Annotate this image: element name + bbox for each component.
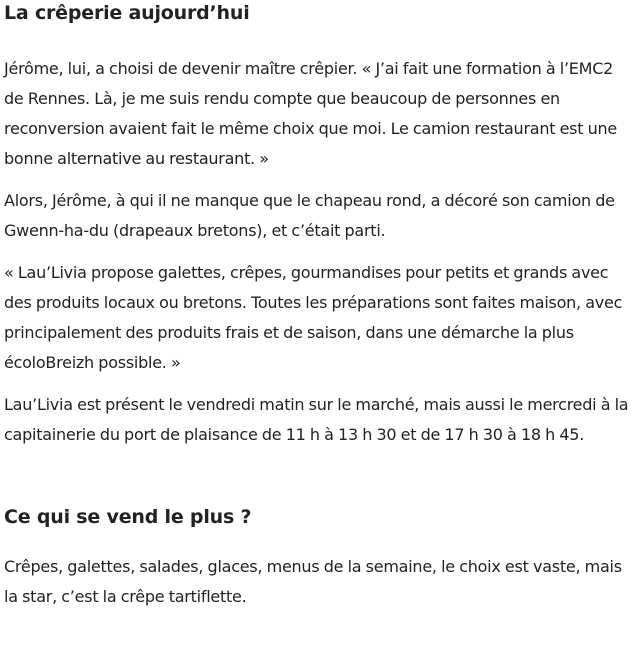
section-heading-ventes: Ce qui se vend le plus ? — [4, 506, 252, 528]
paragraph-laulivia-offre: « Lau’Livia propose galettes, crêpes, gourmandises pour petits et grands avec des produits locaux ou bretons. Toutes les préparations sont faites maison, avec principalement des produits frais et de saison, dans une démarche la plus écoloBreizh possible. » — [4, 263, 623, 372]
paragraph-laulivia-horaires: Lau’Livia est présent le vendredi matin sur le marché, mais aussi le mercredi à la capitainerie du port de plaisance de 11 h à 13 h 30 et de 17 h 30 à 18 h 45. — [4, 395, 629, 444]
section-heading-creperie: La crêperie aujourd’hui — [4, 2, 250, 24]
paragraph-ventes: Crêpes, galettes, salades, glaces, menus de la semaine, le choix est vaste, mais la star, c’est la crêpe tartiflette. — [4, 557, 622, 606]
paragraph-jerome-formation: Jérôme, lui, a choisi de devenir maître crêpier. « J’ai fait une formation à l’EMC2 de Rennes. Là, je me suis rendu compte que beaucoup de personnes en reconversion avaient fait le même choix que moi. Le camion restaurant est une bonne alternative au restaurant. » — [4, 59, 617, 168]
paragraph-jerome-camion: Alors, Jérôme, à qui il ne manque que le chapeau rond, a décoré son camion de Gwenn-ha-du (drapeaux bretons), et c’était parti. — [4, 191, 615, 240]
